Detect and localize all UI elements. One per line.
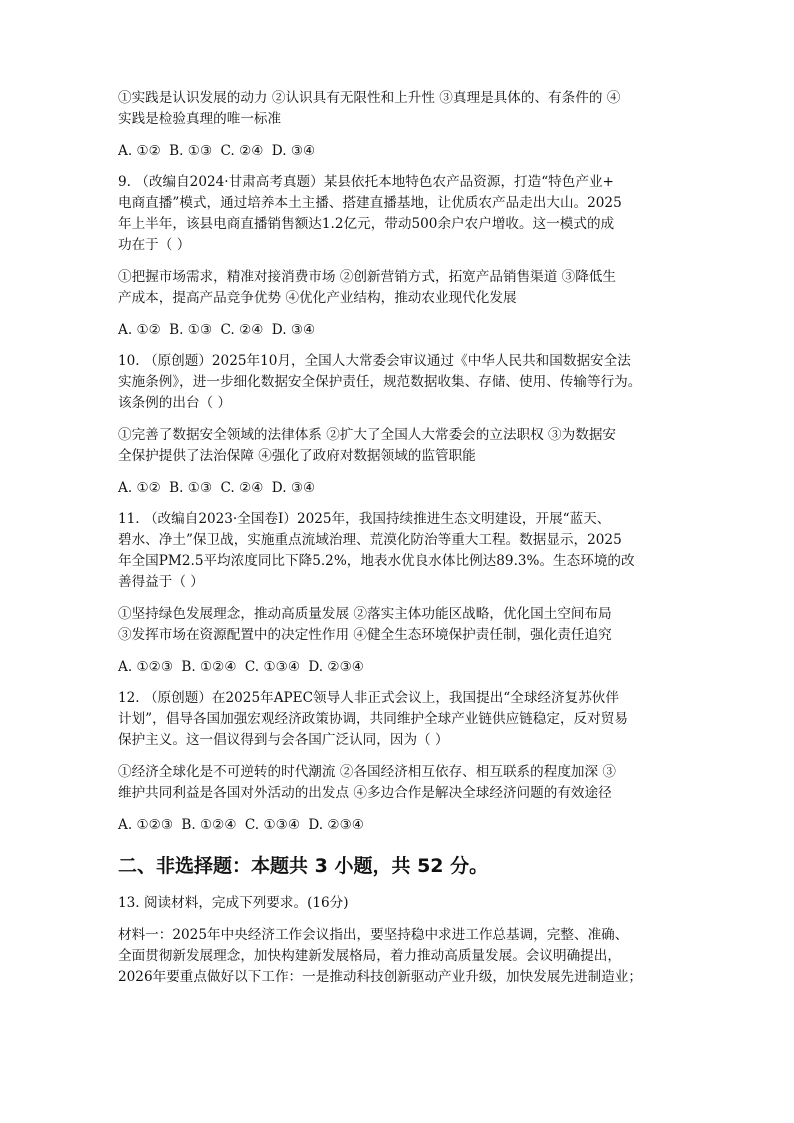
q12-answers: [118, 815, 688, 835]
answer-choice: D. ③④: [271, 322, 316, 338]
exam-page: [118, 88, 688, 999]
q8-answers: [118, 141, 688, 161]
q13-material-line: 材料一：2025年中央经济工作会议指出，要坚持稳中求进工作总基调，完整、准确、: [118, 927, 629, 943]
q13-material-line: 2026年要重点做好以下工作：一是推动科技创新驱动产业升级，加快发展先进制造业；: [118, 969, 642, 985]
q9-options: [118, 267, 688, 309]
q11-option-line: ③发挥市场在资源配置中的决定性作用 ④健全生态环境保护责任制，强化责任追究: [118, 627, 612, 643]
answer-choice: C. ②④: [220, 143, 264, 159]
answer-choice: A. ①②③: [118, 659, 174, 675]
answer-choice: B. ①③: [169, 322, 213, 338]
q11-stem: [118, 509, 688, 593]
section-2-heading: 二、非选择题：本题共 3 小题，共 52 分。: [118, 855, 489, 877]
q9-option-line: 产成本，提高产品竞争优势 ④优化产业结构，推动农业现代化发展: [118, 290, 517, 306]
answer-choice: D. ③④: [271, 480, 316, 496]
q12-stem-line: 计划”，倡导各国加强宏观经济政策协调，共同维护全球产业链供应链稳定，反对贸易: [118, 711, 628, 727]
q10-stem-line: 10. （原创题）2025年10月，全国人大常委会审议通过《中华人民共和国数据安全法: [118, 353, 631, 369]
q11-stem-line: 善得益于（ ）: [118, 574, 204, 590]
q9-stem-line: 9. （改编自2024·甘肃高考真题）某县依托本地特色农产品资源，打造“特色产业+: [118, 174, 614, 190]
q10-option-line: 全保护提供了法治保障 ④强化了政府对数据领域的监管职能: [118, 448, 476, 464]
q12-stem-line: 12. （原创题）在2025年APEC领导人非正式会议上，我国提出“全球经济复苏伙伴: [118, 690, 619, 706]
q12-options: [118, 762, 688, 804]
q10-option-line: ①完善了数据安全领域的法律体系 ②扩大了全国人大常委会的立法职权 ③为数据安: [118, 427, 617, 443]
answer-choice: A. ①②: [118, 480, 161, 496]
q10-answers: [118, 478, 688, 498]
q12-stem-line: 保护主义。这一倡议得到与会各国广泛认同，因为（ ）: [118, 732, 449, 748]
answer-choice: A. ①②: [118, 143, 161, 159]
answer-choice: A. ①②: [118, 322, 161, 338]
q11-stem-line: 年全国PM2.5平均浓度同比下降5.2%，地表水优良水体比例达89.3%。生态环境的改: [118, 553, 635, 569]
q11-stem-line: 碧水、净土”保卫战，实施重点流域治理、荒漠化防治等重大工程。数据显示，2025: [118, 532, 622, 548]
q10-stem-line: 实施条例》，进一步细化数据安全保护责任，规范数据收集、存储、使用、传输等行为。: [118, 374, 642, 390]
q8-option-line-2: 实践是检验真理的唯一标准: [118, 111, 282, 127]
answer-choice: B. ①②④: [181, 659, 237, 675]
q11-option-line: ①坚持绿色发展理念，推动高质量发展 ②落实主体功能区战略，优化国土空间布局: [118, 606, 612, 622]
q9-stem-line: 电商直播”模式，通过培养本土主播、搭建直播基地，让优质农产品走出大山。2025: [118, 195, 622, 211]
q9-stem-line: 年上半年，该县电商直播销售额达1.2亿元，带动500余户农户增收。这一模式的成: [118, 216, 615, 232]
q10-stem-line: 该条例的出台（ ）: [118, 395, 232, 411]
q13-material: [118, 925, 688, 988]
answer-choice: B. ①②④: [181, 817, 237, 833]
q8-options: [118, 88, 688, 130]
answer-choice: B. ①③: [169, 143, 213, 159]
answer-choice: D. ③④: [271, 143, 316, 159]
q12-option-line: 维护共同利益是各国对外活动的出发点 ④多边合作是解决全球经济问题的有效途径: [118, 785, 612, 801]
q13-stem: 13. 阅读材料，完成下列要求。(16分): [118, 895, 349, 911]
q12-stem: [118, 688, 688, 751]
answer-choice: C. ①③④: [244, 659, 301, 675]
q10-options: [118, 425, 688, 467]
answer-choice: D. ②③④: [308, 659, 364, 675]
q10-stem: [118, 351, 688, 414]
q9-stem: [118, 172, 688, 256]
q11-options: [118, 604, 688, 646]
q9-answers: [118, 320, 688, 340]
answer-choice: B. ①③: [169, 480, 213, 496]
q9-option-line: ①把握市场需求，精准对接消费市场 ②创新营销方式，拓宽产品销售渠道 ③降低生: [118, 269, 617, 285]
answer-choice: C. ①③④: [244, 817, 301, 833]
q13-material-line: 全面贯彻新发展理念，加快构建新发展格局，着力推动高质量发展。会议明确提出，: [118, 948, 621, 964]
answer-choice: C. ②④: [220, 480, 264, 496]
q8-option-line-1: ①实践是认识发展的动力 ②认识具有无限性和上升性 ③真理是具体的、有条件的 ④: [118, 90, 621, 106]
q11-answers: [118, 657, 688, 677]
q11-stem-line: 11. （改编自2023·全国卷Ⅰ）2025年，我国持续推进生态文明建设，开展“蓝天、: [118, 511, 611, 527]
answer-choice: D. ②③④: [308, 817, 364, 833]
q12-option-line: ①经济全球化是不可逆转的时代潮流 ②各国经济相互依存、相互联系的程度加深 ③: [118, 764, 617, 780]
answer-choice: C. ②④: [220, 322, 264, 338]
q9-stem-line: 功在于（ ）: [118, 237, 191, 253]
answer-choice: A. ①②③: [118, 817, 174, 833]
